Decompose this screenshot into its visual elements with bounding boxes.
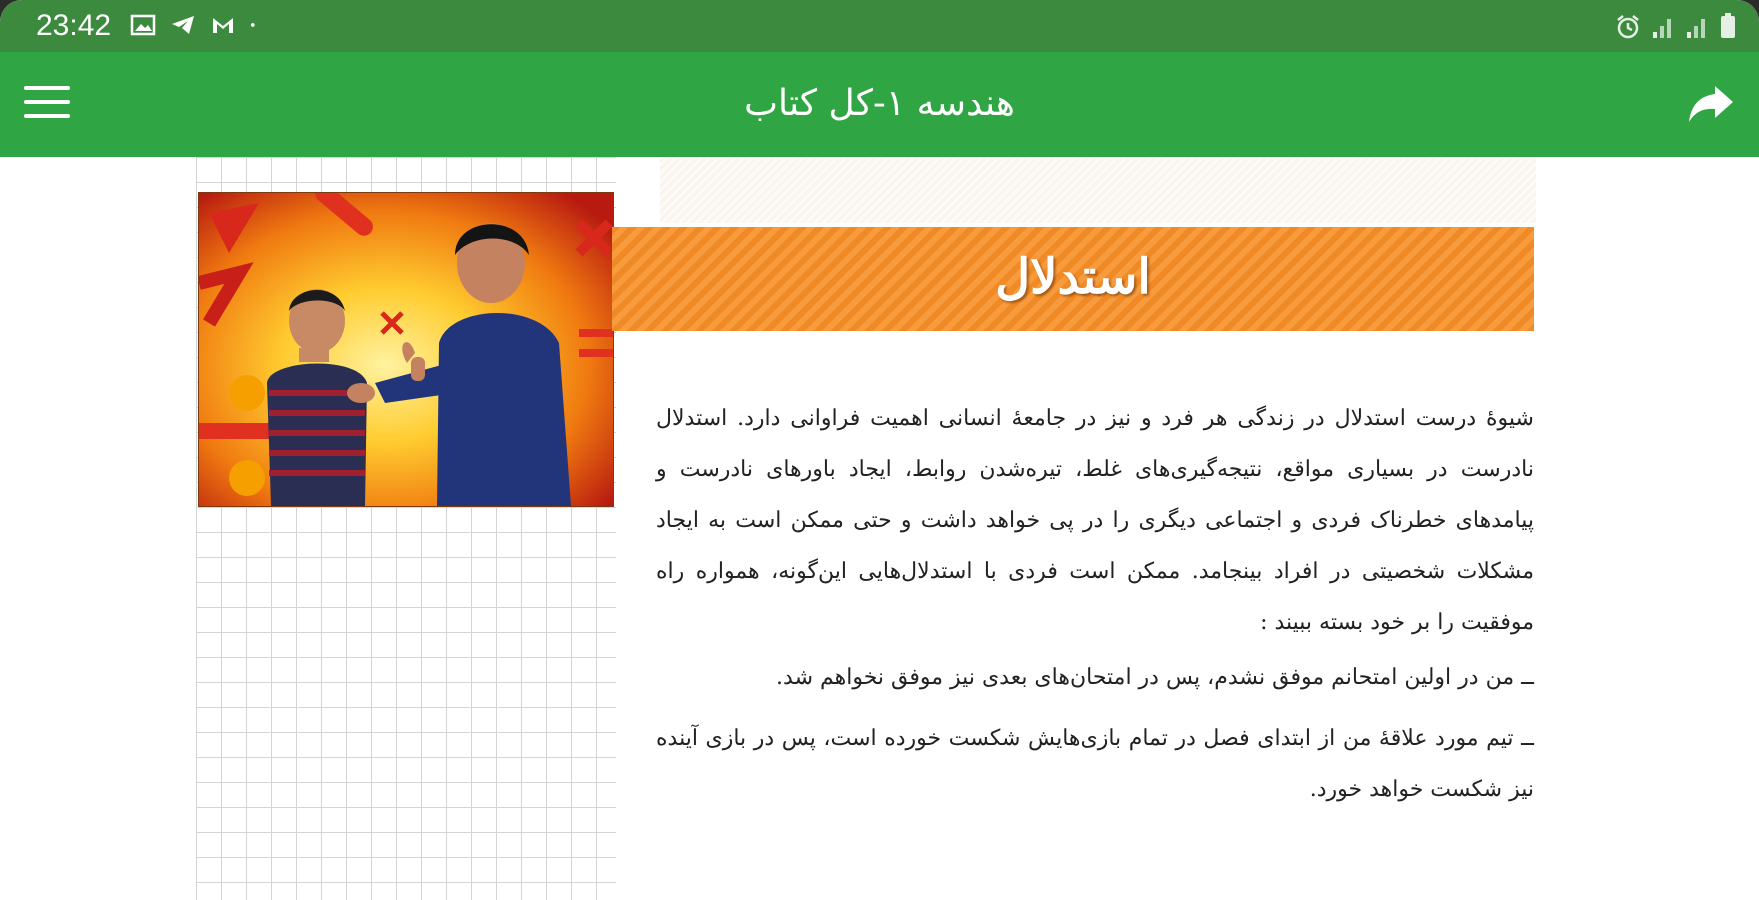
battery-icon <box>1719 12 1737 40</box>
status-time: 23:42 <box>36 9 112 42</box>
signal-icon <box>1685 14 1709 40</box>
example-item: ــ تیم مورد علاقهٔ من از ابتدای فصل در تمام بازی‌هایش شکست خورده است، پس در بازی آینده نیز شکست خواهد خورد. <box>656 726 1534 802</box>
gmail-icon <box>210 14 236 36</box>
lesson-illustration <box>198 192 614 507</box>
notification-icons <box>130 14 262 36</box>
lesson-text <box>656 393 1534 815</box>
book-page <box>0 157 1759 900</box>
status-bar <box>0 0 1759 52</box>
example-item: ــ من در اولین امتحانم موفق نشدم، پس در امتحان‌های بعدی نیز موفق نخواهم شد. <box>776 665 1534 690</box>
app-title: هندسه ۱-کل کتاب <box>744 83 1015 124</box>
app-bar <box>0 52 1759 157</box>
page-top-strip <box>660 159 1536 223</box>
system-icons <box>1615 12 1737 40</box>
image-icon <box>130 14 156 36</box>
dot-icon <box>250 14 262 36</box>
section-heading-band <box>612 227 1534 331</box>
telegram-icon <box>170 14 196 36</box>
lesson-paragraph: شیوهٔ درست استدلال در زندگی هر فرد و نیز در جامعهٔ انسانی اهمیت فراوانی دارد. استدلال نادرست در بسیاری مواقع، نتیجه‌گیری‌های غلط، تیره‌شدن روابط، ایجاد باورهای نادرست و پیامدهای خطرناک فردی و اجتماعی دیگری را در پی خواهد داشت و حتی ممکن است به ایجاد مشکلات شخصیتی در افراد بینجامد. ممکن است فردی با استدلال‌هایی این‌گونه، همواره راه موفقیت را بر خود بسته ببیند : <box>656 406 1534 635</box>
signal-icon <box>1651 14 1675 40</box>
share-arrow-icon[interactable] <box>1687 82 1735 126</box>
section-heading: استدلال <box>995 249 1151 305</box>
alarm-icon <box>1615 14 1641 40</box>
